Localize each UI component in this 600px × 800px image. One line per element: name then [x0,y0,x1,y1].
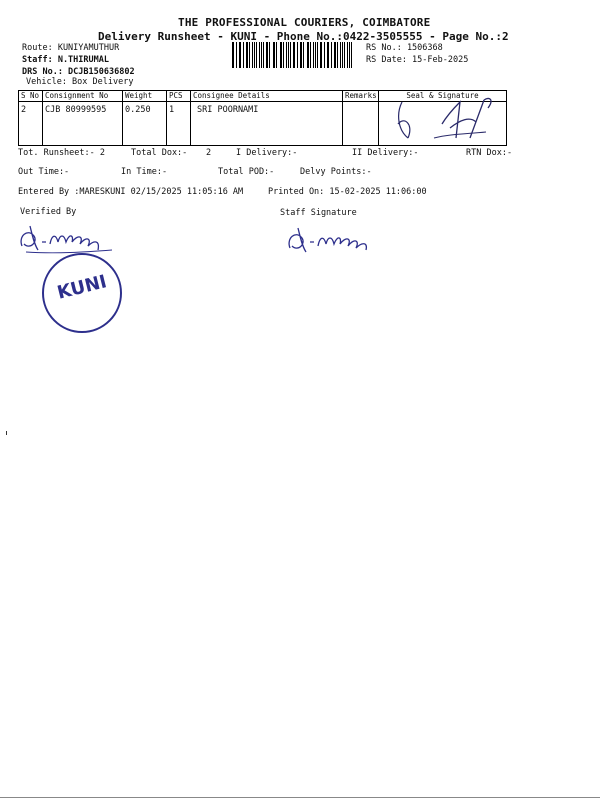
col-header-weight: Weight [123,91,167,102]
cell-consignee: SRI POORNAMI [191,102,343,146]
col-header-seal: Seal & Signature [379,91,507,102]
total-dox-label: Total Dox:- [131,148,188,158]
vehicle-text: Vehicle: Box Delivery [26,77,134,87]
rs-number: RS No.: 1506368 [366,43,443,53]
cell-remarks [343,102,379,146]
scan-mark [6,431,7,435]
barcode-bar [256,42,257,68]
barcode-bar [240,42,241,68]
route-text: Route: KUNIYAMUTHUR [22,43,120,53]
printed-on: Printed On: 15-02-2025 11:06:00 [268,187,427,197]
rs-date: RS Date: 15-Feb-2025 [366,55,469,65]
verifier-signature [16,222,116,256]
cell-weight: 0.250 [123,102,167,146]
office-stamp [42,253,122,333]
runsheet-title: Delivery Runsheet - KUNI - Phone No.:0422-3505555 - Page No.:2 [98,30,509,43]
barcode-bar [342,42,343,68]
entered-by: Entered By :MARESKUNI 02/15/2025 11:05:16 AM [18,187,244,197]
barcode [232,42,354,68]
out-time: Out Time:- [18,167,70,177]
col-header-remarks: Remarks [343,91,379,102]
col-header-consignee: Consignee Details [191,91,343,102]
company-title: THE PROFESSIONAL COURIERS, COIMBATORE [178,16,431,29]
total-pod: Total POD:- [218,167,275,177]
col-header-sno: S No [19,91,43,102]
drs-number: DRS No.: DCJB150636802 [22,67,135,77]
receiver-signature [390,94,500,144]
in-time: In Time:- [121,167,168,177]
staff-signature-label: Staff Signature [280,208,357,218]
staff-text: Staff: N.THIRUMAL [22,55,109,65]
barcode-bar [321,42,322,68]
total-dox-value: 2 [206,148,212,158]
barcode-bar [276,42,277,68]
rtn-dox: RTN Dox:- [466,148,513,158]
barcode-bar [300,42,301,68]
cell-consignment: CJB 80999595 [43,102,123,146]
cell-pcs: 1 [167,102,191,146]
staff-signature [282,224,382,258]
scan-edge [0,797,600,798]
tot-runsheet: Tot. Runsheet:- 2 [18,148,105,158]
delvy-points: Delvy Points:- [300,167,372,177]
stamp-text: KUNI [55,271,109,304]
col-header-consignment: Consignment No [43,91,123,102]
verified-by-label: Verified By [20,207,77,217]
col-header-pcs: PCS [167,91,191,102]
i-delivery: I Delivery:- [236,148,298,158]
ii-delivery: II Delivery:- [352,148,419,158]
cell-sno: 2 [19,102,43,146]
